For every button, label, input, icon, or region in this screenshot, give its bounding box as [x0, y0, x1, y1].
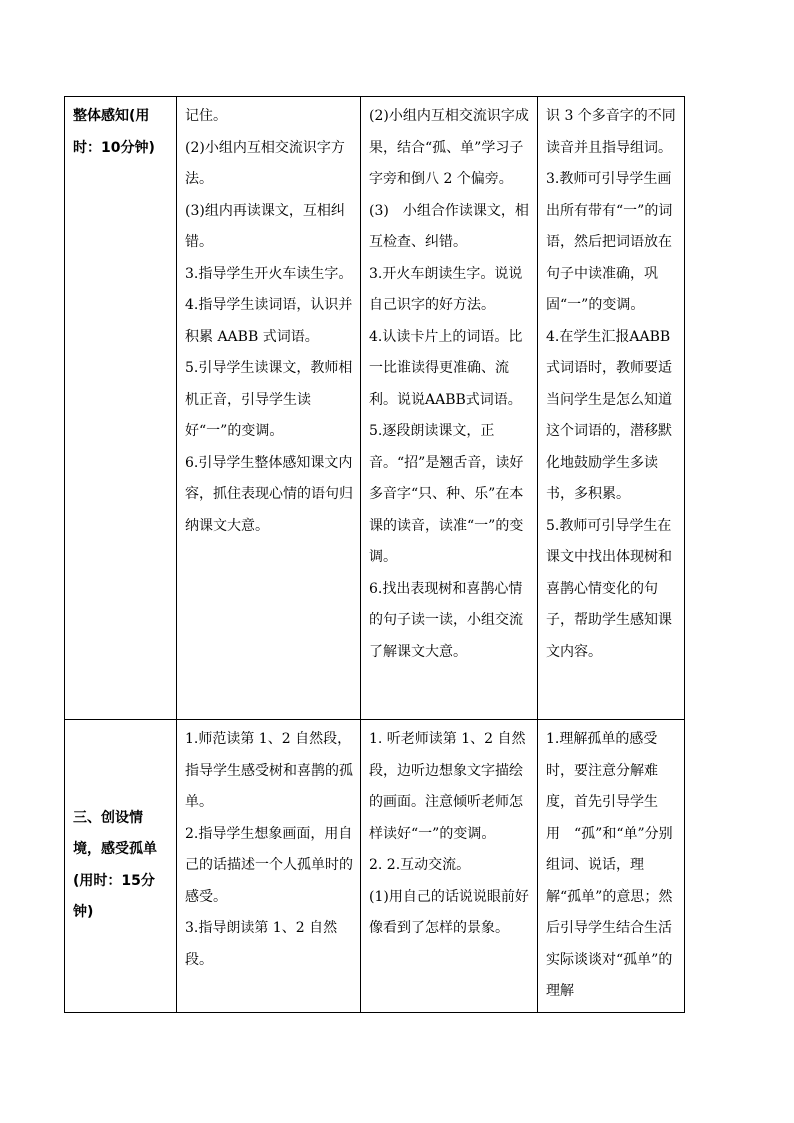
teacher-step: (2)小组内互相交流识字方法。: [185, 139, 345, 187]
stage-label: 三、创设情境，感受孤单(用时：15分钟): [73, 809, 157, 921]
teacher-step: 6.引导学生整体感知课文内容，抓住表现心情的语句归纳课文大意。: [185, 454, 353, 534]
lesson-plan-table: [64, 96, 685, 1013]
teacher-step: 1.师范读第 1、2 自然段，指导学生感受树和喜鹊的孤单。: [185, 731, 353, 810]
teacher-step: 记住。: [185, 108, 227, 124]
student-step: 4.认读卡片上的词语。比一比谁读得更准确、流利。说说AABB式词语。: [369, 328, 523, 408]
student-step: (3) 小组合作读课文，相互检查、纠错。: [369, 202, 529, 250]
design-intent-cell: [538, 720, 685, 1013]
teacher-step: (3)组内再读课文，互相纠错。: [185, 202, 345, 250]
teacher-step: 4.指导学生读词语，认识并积累 AABB 式词语。: [185, 297, 353, 345]
student-step: 3.开火车朗读生字。说说自己识字的好方法。: [369, 265, 523, 313]
student-activity-cell: [361, 720, 538, 1013]
table-row: [65, 720, 685, 1013]
student-step: (2)小组内互相交流识字成果，结合“孤、单”学习子字旁和倒八 2 个偏旁。: [369, 108, 529, 187]
student-step: (1)用自己的话说说眼前好像看到了怎样的景象。: [369, 888, 529, 936]
student-activity-cell: [361, 97, 538, 720]
teacher-step: 3.指导学生开火车读生字。: [185, 265, 353, 282]
design-note: 识 3 个多音字的不同读音并且指导组词。: [546, 108, 676, 156]
design-note: 5.教师可引导学生在课文中找出体现树和喜鹊心情变化的句子，帮助学生感知课文内容。: [546, 517, 672, 660]
student-step: 1. 听老师读第 1、2 自然段，边听边想象文字描绘的画面。注意倾听老师怎样读好“一”的变调。: [369, 731, 526, 842]
teacher-step: 3.指导朗读第 1、2 自然段。: [185, 920, 338, 968]
design-note: 4.在学生汇报AABB式词语时，教师要适当问学生是怎么知道这个词语的，潜移默化地鼓励学生多读书，多积累。: [546, 328, 672, 502]
teacher-activity-cell: [177, 97, 361, 720]
student-step: 6.找出表现树和喜鹊心情的句子读一读，小组交流了解课文大意。: [369, 580, 523, 660]
design-note: 1.理解孤单的感受时，要注意分解难度，首先引导学生用 “孤”和“单”分别组词、说话，理解“孤单”的意思；然后引导学生结合生活实际谈谈对“孤单”的理解: [546, 731, 673, 999]
stage-cell: [65, 720, 177, 1013]
design-intent-cell: [538, 97, 685, 720]
table-row: [65, 97, 685, 720]
stage-cell: [65, 97, 177, 720]
teacher-step: 5.引导学生读课文，教师相机正音，引导学生读好“一”的变调。: [185, 360, 353, 439]
stage-label: 整体感知(用时：10分钟): [73, 108, 155, 156]
student-step: 2. 2.互动交流。: [369, 857, 471, 873]
teacher-step: 2.指导学生想象画面，用自己的话描述一个人孤单时的感受。: [185, 825, 353, 905]
student-step: 5.逐段朗读课文，正音。“招”是翘舌音，读好多音字“只、种、乐”在本课的读音，读准“一”的变调。: [369, 423, 524, 565]
teacher-activity-cell: [177, 720, 361, 1013]
design-note: 3.教师可引导学生画出所有带有“一”的词语，然后把词语放在句子中读准确，巩固“一”的变调。: [546, 171, 673, 313]
